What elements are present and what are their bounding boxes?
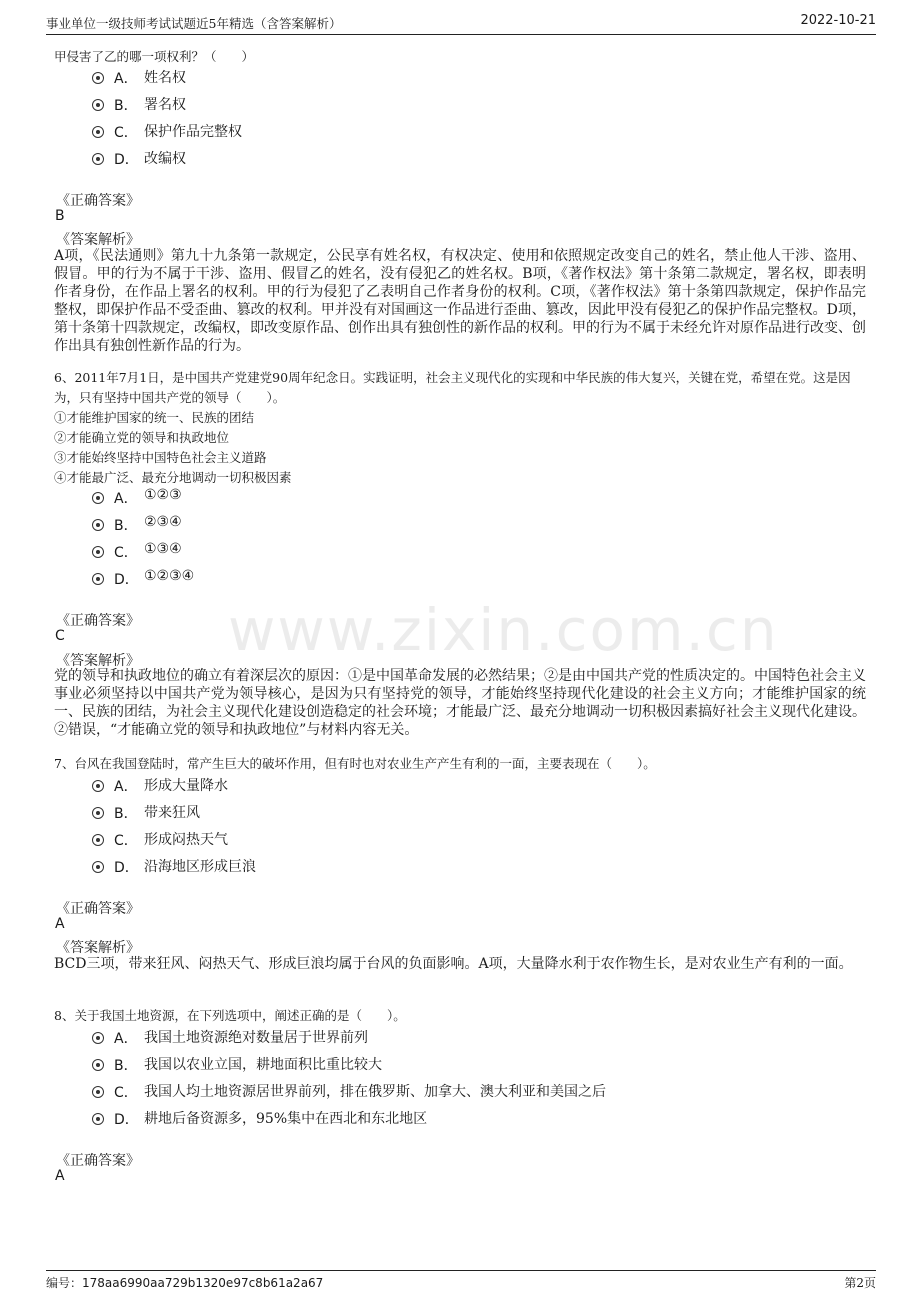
option-letter: C．	[114, 545, 138, 561]
question-7-stem: 7、台风在我国登陆时，常产生巨大的破坏作用，但有时也对农业生产产生有利的一面，主要表现在（ ）。	[54, 756, 656, 771]
option-text: 保护作品完整权	[144, 124, 242, 140]
option-letter: B．	[114, 98, 138, 114]
radio-icon[interactable]	[92, 99, 104, 111]
option-letter: B．	[114, 518, 138, 534]
document-code-value: 178aa6990aa729b1320e97c8b61a2a67	[82, 1276, 324, 1290]
q6-item-4: ④才能最广泛、最充分地调动一切积极因素	[54, 470, 292, 485]
option-letter: C．	[114, 1085, 138, 1101]
radio-icon[interactable]	[92, 1086, 104, 1098]
q6-explanation: 党的领导和执政地位的确立有着深层次的原因：①是中国革命发展的必然结果；②是由中国共产党的性质决定的。中国特色社会主义事业必须坚持以中国共产党为领导核心，是因为只有坚持党的领导，才能始终坚持现代化建设的社会主义方向；才能维护国家的统一、民族的团结，为社会主义现代化建设创造稳定的社会环境；才能最广泛、最充分地调动一切积极因素搞好社会主义现代化建设。②错误，“才能确立党的领导和执政地位”与材料内容无关。	[54, 668, 866, 738]
radio-icon[interactable]	[92, 546, 104, 558]
option-letter: A．	[114, 1031, 138, 1047]
question-6-stem: 6、2011年7月1日，是中国共产党建党90周年纪念日。实践证明，社会主义现代化的实现和中华民族的伟大复兴，关键在党，希望在党。这是因为，只有坚持中国共产党的领导（ ）。	[54, 370, 851, 405]
option-text: 姓名权	[144, 70, 186, 86]
question-8-stem: 8、关于我国土地资源，在下列选项中，阐述正确的是（ ）。	[54, 1008, 406, 1023]
document-code-label: 编号：	[46, 1276, 83, 1290]
option-letter: C．	[114, 125, 138, 141]
option-text: 我国土地资源绝对数量居于世界前列	[144, 1030, 368, 1046]
option-text: 耕地后备资源多，95%集中在西北和东北地区	[144, 1111, 428, 1127]
page-header	[46, 12, 876, 35]
page-footer	[46, 1270, 876, 1291]
option-text: ①③④	[144, 541, 182, 557]
radio-icon[interactable]	[92, 519, 104, 531]
radio-icon[interactable]	[92, 780, 104, 792]
document-title: 事业单位一级技师考试试题近5年精选（含答案解析）	[46, 16, 342, 31]
q8-answer-label: 《正确答案》	[56, 1153, 140, 1169]
radio-icon[interactable]	[92, 807, 104, 819]
radio-icon[interactable]	[92, 861, 104, 873]
q6-answer: C	[55, 628, 65, 644]
radio-icon[interactable]	[92, 492, 104, 504]
watermark: www.zixin.com.cn	[228, 596, 779, 664]
option-text: ①②③	[144, 487, 182, 503]
option-letter: A．	[114, 491, 138, 507]
q7-answer: A	[55, 916, 65, 932]
option-text: 署名权	[144, 97, 186, 113]
option-text: 带来狂风	[144, 805, 200, 821]
option-letter: D．	[114, 1112, 139, 1128]
q6-item-1: ①才能维护国家的统一、民族的团结	[54, 410, 255, 425]
radio-icon[interactable]	[92, 1059, 104, 1071]
option-letter: C．	[114, 833, 138, 849]
q5-answer-label: 《正确答案》	[56, 193, 140, 209]
q7-answer-label: 《正确答案》	[56, 901, 140, 917]
page-number: 第2页	[844, 1276, 876, 1290]
option-text: 形成大量降水	[144, 778, 228, 794]
radio-icon[interactable]	[92, 153, 104, 165]
radio-icon[interactable]	[92, 126, 104, 138]
q5-explanation-label: 《答案解析》	[56, 232, 140, 248]
q5-answer: B	[55, 208, 65, 224]
option-text: ①②③④	[144, 568, 195, 584]
q5-explanation: A项，《民法通则》第九十九条第一款规定，公民享有姓名权，有权决定、使用和依照规定改变自己的姓名，禁止他人干涉、盗用、假冒。甲的行为不属于干涉、盗用、假冒乙的姓名，没有侵犯乙的姓名权。B项，《著作权法》第十条第二款规定，署名权，即表明作者身份，在作品上署名的权利。甲的行为侵犯了乙表明自己作者身份的权利。C项，《著作权法》第十条第四款规定，保护作品完整权，即保护作品不受歪曲、篡改的权利。甲并没有对国画这一作品进行歪曲、篡改，因此甲没有侵犯乙的保护作品完整权。D项，第十条第十四款规定，改编权，即改变原作品、创作出具有独创性的新作品的权利。甲的行为不属于未经允许对原作品进行改变、创作出具有独创性新作品的行为。	[54, 248, 866, 354]
q6-item-3: ③才能始终坚持中国特色社会主义道路	[54, 450, 267, 465]
option-text: 我国人均土地资源居世界前列，排在俄罗斯、加拿大、澳大利亚和美国之后	[144, 1084, 606, 1100]
radio-icon[interactable]	[92, 573, 104, 585]
question-5-tail: 甲侵害了乙的哪一项权利？（ ）	[54, 49, 255, 64]
option-text: 我国以农业立国，耕地面积比重比较大	[144, 1057, 382, 1073]
option-letter: B．	[114, 1058, 138, 1074]
q7-explanation: BCD三项，带来狂风、闷热天气、形成巨浪均属于台风的负面影响。A项，大量降水利于农作物生长，是对农业生产有利的一面。	[54, 956, 853, 972]
option-text: 改编权	[144, 151, 186, 167]
radio-icon[interactable]	[92, 834, 104, 846]
option-letter: B．	[114, 806, 138, 822]
q6-answer-label: 《正确答案》	[56, 613, 140, 629]
q8-answer: A	[55, 1168, 65, 1184]
radio-icon[interactable]	[92, 1113, 104, 1125]
option-text: 沿海地区形成巨浪	[144, 859, 256, 875]
document-date: 2022-10-21	[800, 13, 876, 28]
radio-icon[interactable]	[92, 1032, 104, 1044]
option-text: 形成闷热天气	[144, 832, 228, 848]
document-code	[46, 1274, 323, 1291]
option-letter: D．	[114, 860, 139, 876]
option-letter: A．	[114, 71, 138, 87]
q7-explanation-label: 《答案解析》	[56, 940, 140, 956]
option-letter: A．	[114, 779, 138, 795]
option-letter: D．	[114, 572, 139, 588]
q6-item-2: ②才能确立党的领导和执政地位	[54, 430, 230, 445]
radio-icon[interactable]	[92, 72, 104, 84]
option-letter: D．	[114, 152, 139, 168]
option-text: ②③④	[144, 514, 182, 530]
q6-explanation-label: 《答案解析》	[56, 653, 140, 669]
